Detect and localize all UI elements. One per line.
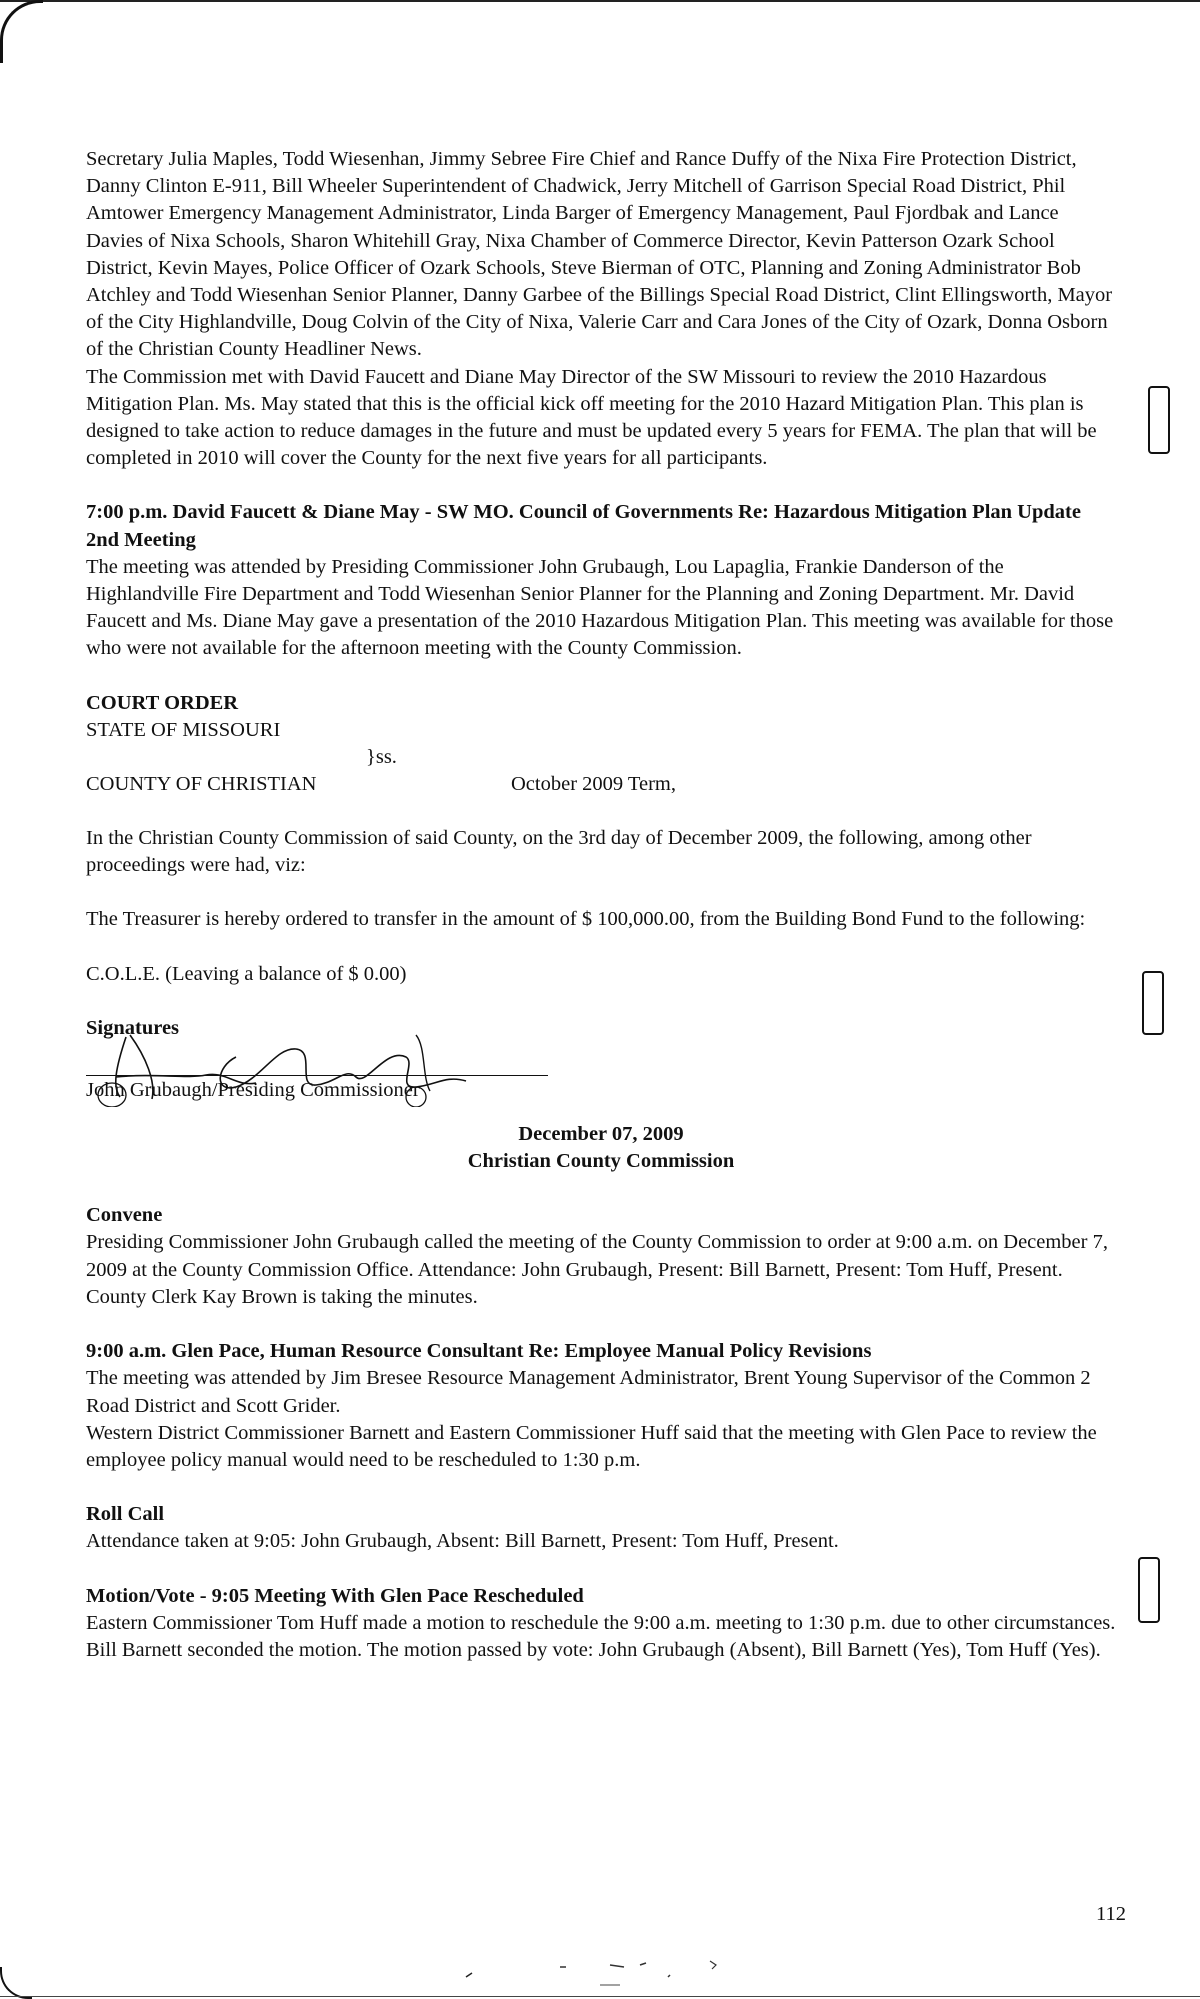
scan-corner-top-left — [0, 0, 43, 63]
hazard-plan-paragraph: The Commission met with David Faucett and Diane May Director of the SW Missouri to review the 2010 Hazardous Mitigation Plan. Ms. May stated that this is the official kick off meeting for the 2010 Hazard Mitigation Plan. This plan is designed to take action to reduce damages in the future and must be updated every 5 years for FEMA. The plan that will be completed in 2010 will cover the County for the next five years for all participants. — [86, 365, 1097, 470]
scan-bottom-edge — [0, 1996, 1200, 1997]
signatures-heading: Signatures — [86, 1016, 180, 1039]
scan-specks — [0, 1955, 1200, 1995]
attendees-paragraph: Secretary Julia Maples, Todd Wiesenhan, Jimmy Sebree Fire Chief and Rance Duffy of the Nixa Fire Protection District, Danny Clinton E-911, Bill Wheeler Superintendent of Chadwick, Jerry Mitchell of Garrison Special Road District, Phil Amtower Emergency Management Administrator, Linda Barger of Emergency Management, Paul Fjordbak and Lance Davies of Nixa Schools, Sharon Whitehill Gray, Nixa Chamber of Commerce Director, Kevin Patterson Ozark School District, Kevin Mayes, Police Officer of Ozark Schools, Steve Bierman of OTC, Planning and Zoning Administrator Bob Atchley and Todd Wiesenhan Senior Planner, Danny Garbee of the Billings Special Road District, Clint Ellingsworth, Mayor of the City Highlandville, Doug Colvin of the City of Nixa, Valerie Carr and Cara Jones of the City of Ozark, Donna Osborn of the Christian County Headliner News. — [86, 148, 1113, 361]
meeting-date: December 07, 2009 — [518, 1122, 684, 1145]
meeting-body: Christian County Commission — [467, 1150, 735, 1173]
margin-bracket-mark — [1148, 386, 1170, 454]
court-order-cole: C.O.L.E. (Leaving a balance of $ 0.00) — [86, 962, 407, 985]
roll-call-body: Attendance taken at 9:05: John Grubaugh, Absent: Bill Barnett, Present: Tom Huff, Present. — [86, 1530, 839, 1553]
convene-heading: Convene — [86, 1204, 163, 1227]
margin-bracket-mark — [1138, 1557, 1160, 1623]
motion-heading: Motion/Vote - 9:05 Meeting With Glen Pace Rescheduled — [86, 1584, 584, 1607]
margin-bracket-mark — [1142, 971, 1164, 1035]
section-heading-9am: 9:00 a.m. Glen Pace, Human Resource Consultant Re: Employee Manual Policy Revisions — [86, 1340, 872, 1363]
scan-top-edge — [0, 0, 1200, 2]
court-order-ss: }ss. — [366, 746, 397, 769]
convene-body: Presiding Commissioner John Grubaugh called the meeting of the County Commission to order at 9:00 a.m. on December 7, 2009 at the County Commission Office. Attendance: John Grubaugh, Present: Bill Barnett, Present: Tom Huff, Present. County Clerk Kay Brown is taking the minutes. — [86, 1231, 1108, 1308]
section-body-9am-attendance: The meeting was attended by Jim Bresee Resource Management Administrator, Brent Young Supervisor of the Common 2 Road District and Scott Grider. — [86, 1367, 1091, 1417]
section-body-7pm: The meeting was attended by Presiding Commissioner John Grubaugh, Lou Lapaglia, Frankie Danderson of the Highlandville Fire Department and Todd Wiesenhan Senior Planner for the Planning and Zoning Department. Mr. David Faucett and Ms. Diane May gave a presentation of the 2010 Hazardous Mitigation Plan. This meeting was available for those who were not available for the afternoon meeting with the County Commission. — [86, 555, 1114, 660]
court-order-heading: COURT ORDER — [86, 691, 239, 714]
court-order-term: October 2009 Term, — [511, 773, 676, 796]
court-order-state: STATE OF MISSOURI — [86, 718, 281, 741]
roll-call-heading: Roll Call — [86, 1503, 165, 1526]
section-body-9am-reschedule: Western District Commissioner Barnett and Eastern Commissioner Huff said that the meeting with Glen Pace to review the employee policy manual would need to be rescheduled to 1:30 p.m. — [86, 1421, 1097, 1471]
section-heading-7pm: 7:00 p.m. David Faucett & Diane May - SW MO. Council of Governments Re: Hazardous Mitigation Plan Update 2nd Meeting — [86, 501, 1081, 551]
signer-name: John Grubaugh/Presiding Commissioner — [86, 1078, 420, 1101]
page-number: 112 — [1096, 1903, 1126, 1925]
signature-block — [86, 1015, 1116, 1115]
motion-body: Eastern Commissioner Tom Huff made a motion to reschedule the 9:00 a.m. meeting to 1:30 p.m. due to other circumstances. Bill Barnett seconded the motion. The motion passed by vote: John Grubaugh (Absent), Bill Barnett (Yes), Tom Huff (Yes). — [86, 1611, 1116, 1661]
document-body — [86, 146, 1116, 1664]
court-order-intro: In the Christian County Commission of said County, on the 3rd day of December 2009, the following, among other proceedings were had, viz: — [86, 827, 1032, 877]
court-order-county: COUNTY OF CHRISTIAN — [86, 773, 317, 796]
court-order-transfer: The Treasurer is hereby ordered to transfer in the amount of $ 100,000.00, from the Building Bond Fund to the following: — [86, 908, 1086, 931]
